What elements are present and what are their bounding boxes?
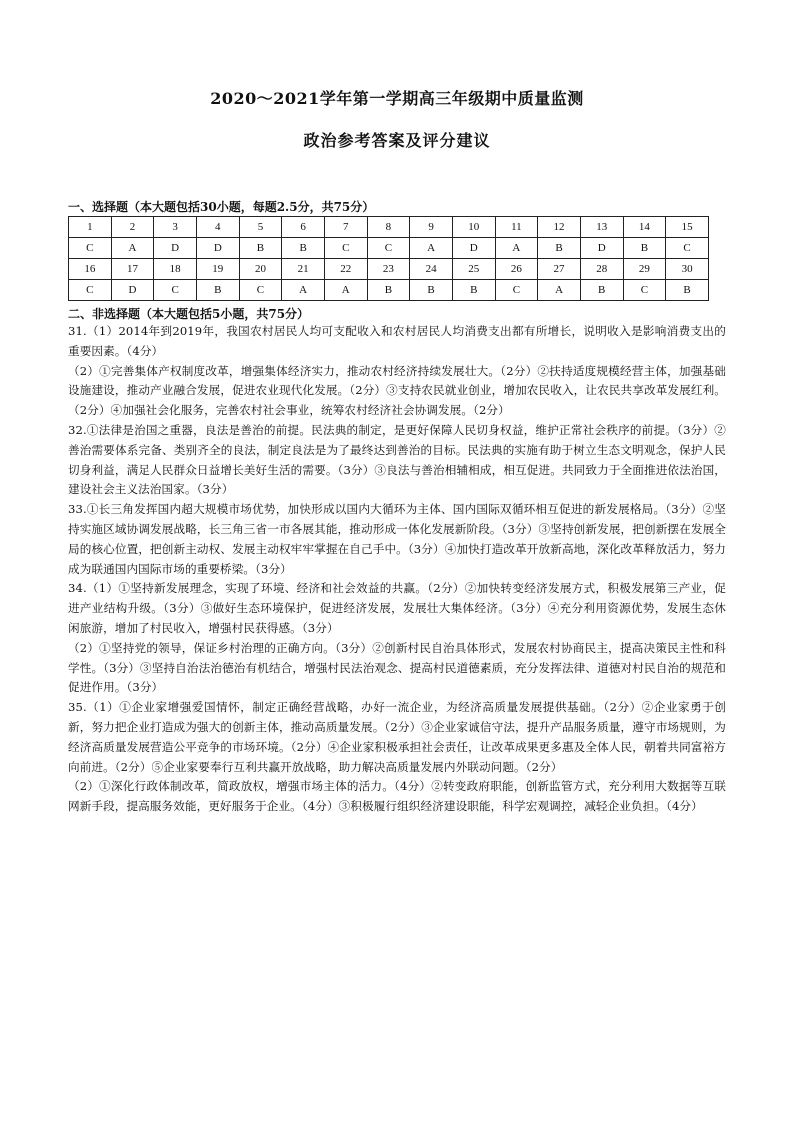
answer-cell: C	[324, 238, 367, 259]
question-number-cell: 12	[538, 217, 581, 238]
question-number-cell: 5	[239, 217, 282, 238]
answer-cell: D	[580, 238, 623, 259]
document-title: 2020～2021学年第一学期高三年级期中质量监测	[210, 89, 584, 108]
question-number-cell: 18	[154, 259, 197, 280]
answer-cell: A	[324, 280, 367, 301]
answer-cell: C	[69, 280, 112, 301]
question-number-cell: 20	[239, 259, 282, 280]
answer-31-1: 31.（1）2014年到2019年，我国农村居民人均可支配收入和农村居民人均消费支出都有所增长，说明收入是影响消费支出的重要因素。（4分）	[68, 324, 726, 358]
answer-cell: A	[282, 280, 325, 301]
question-number-cell: 11	[495, 217, 538, 238]
question-number-cell: 10	[452, 217, 495, 238]
question-number-cell: 30	[666, 259, 709, 280]
question-number-cell: 27	[538, 259, 581, 280]
answer-cell: B	[196, 280, 239, 301]
question-number-cell: 23	[367, 259, 410, 280]
answer-cell: A	[538, 280, 581, 301]
answer-34-2: （2）①坚持党的领导，保证乡村治理的正确方向。（3分）②创新村民自治具体形式，发展农村协商民主，提高决策民主性和科学性。（3分）③坚持自治法治德治有机结合，增强村民法治观念、提高村民道德素质，充分发挥法律、道德对村民自治的规范和促进作用。（3分）	[68, 640, 726, 695]
answer-cell: C	[666, 238, 709, 259]
question-number-cell: 29	[623, 259, 666, 280]
answer-35-1: 35.（1）①企业家增强爱国情怀，制定正确经营战略，办好一流企业，为经济高质量发展提供基础。（2分）②企业家勇于创新，努力把企业打造成为强大的创新主体，推动高质量发展。（2分）③企业家诚信守法，提升产品服务质量，遵守市场规则，为经济高质量发展营造公平竞争的市场环境。（2分）④企业家积极承担社会责任，让改革成果更多惠及全体人民，朝着共同富裕方向前进。（2分）⑤企业家要奉行互利共赢开放战略，助力解决高质量发展内外联动问题。（2分）	[68, 700, 726, 774]
question-number-cell: 3	[154, 217, 197, 238]
question-number-cell: 14	[623, 217, 666, 238]
document-subtitle: 政治参考答案及评分建议	[303, 131, 491, 150]
question-number-row	[69, 217, 709, 238]
question-number-cell: 7	[324, 217, 367, 238]
answer-cell: B	[282, 238, 325, 259]
question-number-cell: 6	[282, 217, 325, 238]
question-number-cell: 19	[196, 259, 239, 280]
question-number-cell: 22	[324, 259, 367, 280]
answer-cell: B	[580, 280, 623, 301]
answer-cell: C	[367, 238, 410, 259]
answer-row	[69, 280, 709, 301]
section2-heading: 二、非选择题（本大题包括5小题，共75分）	[68, 307, 310, 321]
answer-cell: D	[111, 280, 154, 301]
question-number-row	[69, 259, 709, 280]
question-number-cell: 1	[69, 217, 112, 238]
answer-cell: C	[69, 238, 112, 259]
question-number-cell: 8	[367, 217, 410, 238]
answer-cell: B	[538, 238, 581, 259]
question-number-cell: 13	[580, 217, 623, 238]
essay-answers	[68, 322, 726, 817]
answer-cell: A	[111, 238, 154, 259]
answer-cell: B	[666, 280, 709, 301]
section1-heading: 一、选择题（本大题包括30小题，每题2.5分，共75分）	[68, 200, 375, 214]
question-number-cell: 17	[111, 259, 154, 280]
answer-table-body	[69, 217, 709, 301]
answer-cell: B	[410, 280, 453, 301]
question-number-cell: 25	[452, 259, 495, 280]
answer-cell: D	[196, 238, 239, 259]
answer-cell: A	[495, 238, 538, 259]
answer-32: 32.①法律是治国之重器，良法是善治的前提。民法典的制定，是更好保障人民切身权益，维护正常社会秩序的前提。（3分）②善治需要体系完备、类别齐全的良法，制定良法是为了最终达到善治的目标。民法典的实施有助于树立生态文明观念，保护人民切身利益，满足人民群众日益增长美好生活的需要。（3分）③良法与善治相辅相成，相互促进。共同致力于全面推进依法治国，建设社会主义法治国家。（3分）	[68, 422, 726, 497]
question-number-cell: 24	[410, 259, 453, 280]
question-number-cell: 26	[495, 259, 538, 280]
answer-row	[69, 238, 709, 259]
answer-cell: C	[154, 280, 197, 301]
answer-cell: C	[239, 280, 282, 301]
answer-cell: C	[495, 280, 538, 301]
answer-33: 33.①长三角发挥国内超大规模市场优势，加快形成以国内大循环为主体、国内国际双循环相互促进的新发展格局。（3分）②坚持实施区域协调发展战略，长三角三省一市各展其能，推动形成一体化发展新阶段。（3分）③坚持创新发展，把创新摆在发展全局的核心位置，把创新主动权、发展主动权牢牢掌握在自己手中。（3分）④加快打造改革开放新高地，深化改革释放活力，努力成为联通国内国际市场的重要桥梁。（3分）	[68, 502, 726, 576]
answer-cell: B	[367, 280, 410, 301]
answer-cell: B	[623, 238, 666, 259]
answer-cell: C	[623, 280, 666, 301]
answer-cell: D	[452, 238, 495, 259]
answer-cell: A	[410, 238, 453, 259]
answer-table	[68, 216, 709, 301]
answer-cell: B	[239, 238, 282, 259]
question-number-cell: 16	[69, 259, 112, 280]
question-number-cell: 4	[196, 217, 239, 238]
answer-34-1: 34.（1）①坚持新发展理念，实现了环境、经济和社会效益的共赢。（2分）②加快转变经济发展方式，积极发展第三产业，促进产业结构升级。（3分）③做好生态环境保护，促进经济发展，发展壮大集体经济。（3分）④充分利用资源优势，发展生态休闲旅游，增加了村民收入，增强村民获得感。（3分）	[68, 581, 726, 635]
question-number-cell: 2	[111, 217, 154, 238]
answer-31-2: （2）①完善集体产权制度改革，增强集体经济实力，推动农村经济持续发展壮大。（2分）②扶持适度规模经营主体，加强基础设施建设，推动产业融合发展，促进农业现代化发展。（2分）③支持农民就业创业，增加农民收入，让农民共享改革发展红利。（2分）④加强社会化服务，完善农村社会事业，统筹农村经济社会协调发展。（2分）	[68, 363, 726, 418]
question-number-cell: 28	[580, 259, 623, 280]
answer-cell: D	[154, 238, 197, 259]
question-number-cell: 15	[666, 217, 709, 238]
answer-cell: B	[452, 280, 495, 301]
question-number-cell: 21	[282, 259, 325, 280]
answer-35-2: （2）①深化行政体制改革，简政放权，增强市场主体的活力。（4分）②转变政府职能，创新监管方式，充分利用大数据等互联网新手段，提高服务效能，更好服务于企业。（4分）③积极履行组织经济建设职能，科学宏观调控，减轻企业负担。（4分）	[68, 779, 726, 814]
question-number-cell: 9	[410, 217, 453, 238]
